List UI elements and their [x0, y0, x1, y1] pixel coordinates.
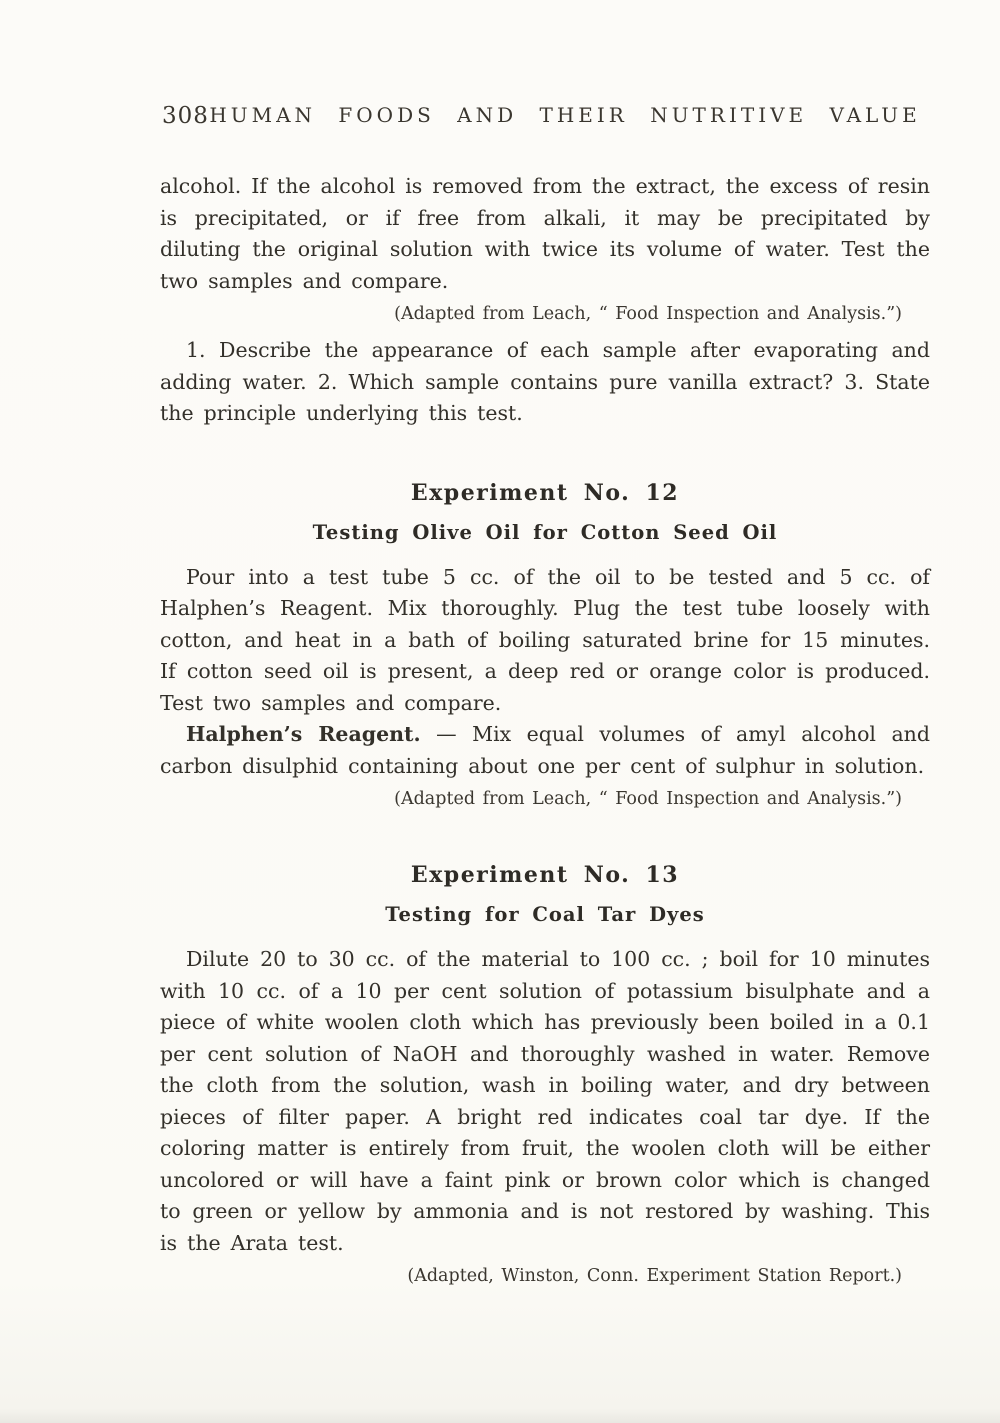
- halphens-reagent-paragraph: [160, 719, 930, 782]
- experiment-12-heading: Experiment No. 12: [410, 479, 680, 506]
- running-title: HUMAN FOODS AND THEIR NUTRITIVE VALUE: [209, 103, 921, 127]
- page-number: 308: [162, 103, 209, 129]
- experiment-12-subheading: Testing Olive Oil for Cotton Seed Oil: [312, 520, 778, 544]
- experiment-13-procedure: Dilute 20 to 30 cc. of the material to 100 cc. ; boil for 10 minutes with 10 cc. of a 10 per cent solution of potassium bisulphate and a piece of white woolen cloth which has previously been boiled in a 0.1 per cent solution of NaOH and thoroughly washed in water. Remove the cloth from the solution, wash in boiling water, and dry between pieces of filter paper. A bright red indicates coal tar dye. If the coloring matter is entirely from fruit, the woolen cloth will be either uncolored or will have a faint pink or brown color which is changed to green or yellow by ammonia and is not restored by washing. This is the Arata test.: [160, 947, 930, 1255]
- halphens-reagent-text: — Mix equal volumes of amyl alcohol and carbon disulphid containing about one per cent of sulphur in solution.: [160, 722, 930, 778]
- intro-paragraph: alcohol. If the alcohol is removed from the extract, the excess of resin is precipitated, or if free from alkali, it may be precipitated by diluting the original solution with twice its volume of water. Test the two samples and compare.: [160, 174, 930, 293]
- experiment-13-heading: Experiment No. 13: [410, 862, 680, 888]
- experiment-13-subheading: Testing for Coal Tar Dyes: [385, 903, 705, 926]
- experiment-12-procedure: Pour into a test tube 5 cc. of the oil to be tested and 5 cc. of Halphen’s Reagent. Mix thoroughly. Plug the test tube loosely with cotton, and heat in a bath of boiling saturated brine for 15 minutes. If cotton seed oil is present, a deep red or orange color is produced. Test two samples and compare.: [160, 564, 930, 715]
- experiment-12-attribution: (Adapted from Leach, “ Food Inspection and Analysis.”): [394, 789, 902, 809]
- intro-attribution: (Adapted from Leach, “ Food Inspection and Analysis.”): [394, 304, 902, 324]
- halphens-reagent-lead: Halphen’s Reagent.: [186, 722, 421, 746]
- questions-paragraph: 1. Describe the appearance of each sample after evaporating and adding water. 2. Which sample contains pure vanilla extract? 3. State the principle underlying this test.: [160, 338, 930, 425]
- running-header: [160, 103, 930, 137]
- experiment-13-attribution: (Adapted, Winston, Conn. Experiment Station Report.): [407, 1266, 902, 1286]
